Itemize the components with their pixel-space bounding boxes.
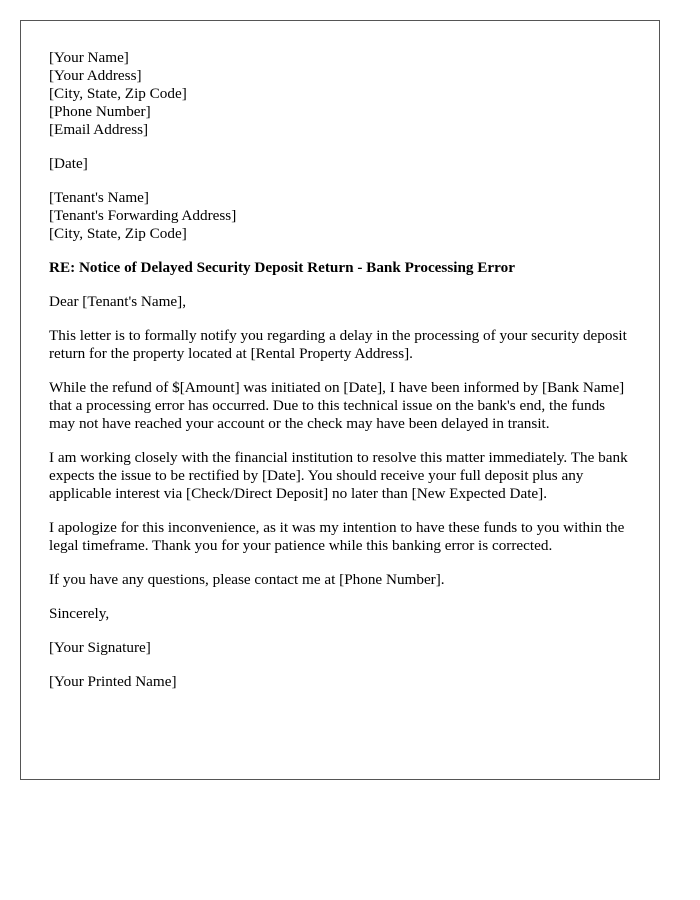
sender-address: [Your Address] bbox=[49, 67, 142, 84]
letter-page bbox=[20, 20, 660, 780]
recipient-city-state-zip: [City, State, Zip Code] bbox=[49, 225, 187, 242]
letter-date: [Date] bbox=[49, 155, 88, 172]
signature: [Your Signature] bbox=[49, 639, 151, 656]
body-paragraph-3: I am working closely with the financial institution to resolve this matter immediately. The bank expects the issue to be rectified by [Date]. You should receive your full deposit plus any applicable interest via [Check/Direct Deposit] no later than [New Expected Date]. bbox=[49, 449, 628, 502]
body-paragraph-4: I apologize for this inconvenience, as it was my intention to have these funds to you within the legal timeframe. Thank you for your patience while this banking error is corrected. bbox=[49, 519, 625, 554]
subject-line: RE: Notice of Delayed Security Deposit Return - Bank Processing Error bbox=[49, 259, 515, 276]
sender-city-state-zip: [City, State, Zip Code] bbox=[49, 85, 187, 102]
signature-block bbox=[49, 639, 631, 657]
closing: Sincerely, bbox=[49, 605, 110, 622]
date-block bbox=[49, 155, 631, 173]
recipient-block bbox=[49, 189, 631, 243]
body-paragraph-2: While the refund of $[Amount] was initiated on [Date], I have been informed by [Bank Name] that a processing error has occurred. Due to this technical issue on the bank's end, the funds may not have reached your account or the check may have been delayed in transit. bbox=[49, 379, 625, 432]
salutation: Dear [Tenant's Name], bbox=[49, 293, 187, 310]
recipient-forwarding-address: [Tenant's Forwarding Address] bbox=[49, 207, 237, 224]
sender-name: [Your Name] bbox=[49, 49, 129, 66]
sender-phone: [Phone Number] bbox=[49, 103, 151, 120]
recipient-name: [Tenant's Name] bbox=[49, 189, 149, 206]
closing-block bbox=[49, 605, 631, 623]
body-paragraph-5: If you have any questions, please contact me at [Phone Number]. bbox=[49, 571, 445, 588]
salutation-block bbox=[49, 293, 631, 311]
sender-block bbox=[49, 49, 631, 139]
body-paragraph-1: This letter is to formally notify you regarding a delay in the processing of your security deposit return for the property located at [Rental Property Address]. bbox=[49, 327, 627, 362]
subject-block bbox=[49, 259, 631, 277]
printed-name-block bbox=[49, 673, 631, 691]
printed-name: [Your Printed Name] bbox=[49, 673, 177, 690]
sender-email: [Email Address] bbox=[49, 121, 149, 138]
